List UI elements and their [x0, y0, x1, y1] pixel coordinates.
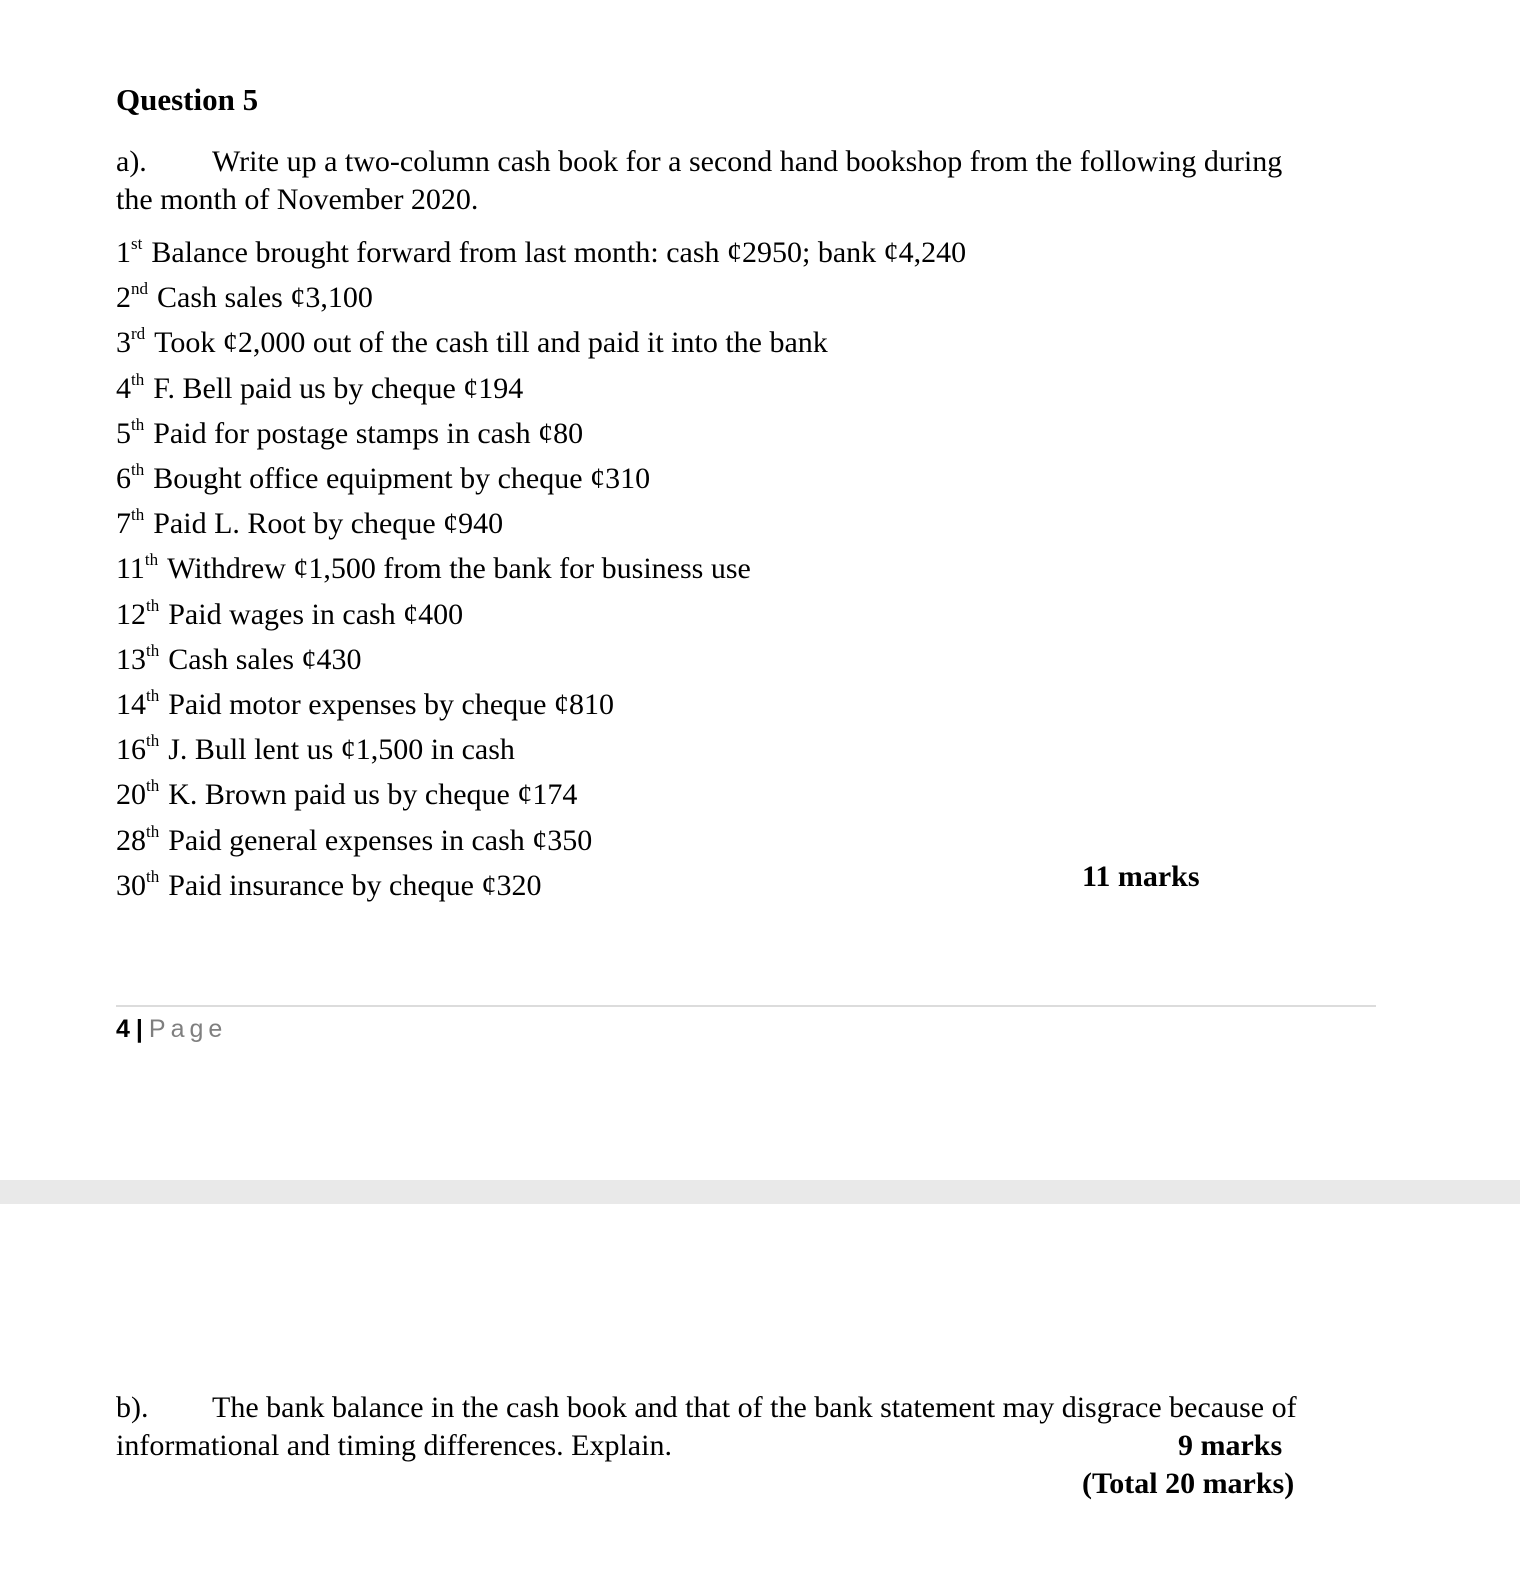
transaction-day: 28	[116, 823, 146, 857]
transaction-day: 12	[116, 597, 146, 631]
transaction-day-suffix: th	[146, 640, 160, 660]
transaction-day-suffix: th	[146, 686, 160, 705]
transaction-day-suffix: nd	[131, 279, 148, 299]
transaction-day-suffix: th	[146, 776, 160, 796]
transaction-day-suffix: th	[144, 550, 159, 570]
transaction-day: 4	[116, 371, 131, 405]
transaction-item	[116, 409, 583, 452]
transaction-text: Bought office equipment by cheque ¢310	[153, 462, 651, 495]
transaction-day-suffix: th	[146, 595, 160, 615]
transaction-day: 6	[116, 462, 131, 495]
transaction-day-suffix: st	[131, 234, 143, 253]
transaction-text: Paid wages in cash ¢400	[168, 597, 464, 631]
transaction-day-suffix: th	[146, 866, 160, 886]
transaction-day: 1	[116, 236, 131, 269]
transaction-day: 7	[116, 507, 131, 541]
part-b-line-2: informational and timing differences. Explain.	[116, 1429, 672, 1462]
transaction-item	[116, 680, 614, 723]
transaction-day-suffix: th	[131, 460, 145, 479]
transaction-day-suffix: th	[131, 414, 145, 434]
transaction-item	[116, 273, 373, 316]
transaction-text: Paid motor expenses by cheque ¢810	[168, 688, 614, 721]
total-marks: (Total 20 marks)	[1082, 1467, 1295, 1500]
transaction-text: Took ¢2,000 out of the cash till and paid it into the bank	[154, 326, 828, 360]
transaction-item	[116, 318, 828, 361]
transaction-day-suffix: th	[131, 369, 145, 389]
part-a-intro-text: Write up a two-column cash book for a second hand bookshop from the following during	[212, 145, 1283, 178]
transaction-text: Paid insurance by cheque ¢320	[168, 868, 542, 902]
page-lower	[0, 1204, 1520, 1582]
transaction-day: 20	[116, 778, 146, 812]
transaction-text: J. Bull lent us ¢1,500 in cash	[168, 733, 515, 767]
transaction-day: 16	[116, 733, 146, 767]
part-b-marks: 9 marks	[1178, 1429, 1283, 1462]
transaction-day: 14	[116, 688, 146, 721]
transaction-text: Paid for postage stamps in cash ¢80	[153, 416, 584, 450]
part-b-label: b).	[116, 1391, 149, 1424]
transaction-item	[116, 544, 751, 587]
transaction-day-suffix: th	[146, 731, 160, 751]
transaction-day-suffix: th	[131, 505, 145, 525]
transaction-text: Paid L. Root by cheque ¢940	[153, 507, 504, 541]
transaction-text: Paid general expenses in cash ¢350	[168, 823, 593, 857]
transaction-day: 13	[116, 642, 146, 676]
transaction-item	[116, 499, 503, 542]
transaction-item	[116, 816, 592, 859]
page-break-gap	[0, 1180, 1520, 1204]
part-a-intro-line-2: the month of November 2020.	[116, 183, 479, 216]
part-a-intro-line-1	[116, 144, 1282, 180]
footer-separator: |	[135, 1015, 143, 1043]
transaction-day: 5	[116, 416, 131, 450]
page-number: 4	[116, 1015, 130, 1043]
transaction-item	[116, 725, 515, 768]
part-a-marks: 11 marks	[1082, 860, 1200, 893]
transaction-item	[116, 635, 362, 678]
transaction-day-suffix: rd	[131, 324, 146, 344]
part-a-label: a).	[116, 145, 147, 178]
transaction-item	[116, 228, 966, 271]
part-b-text: The bank balance in the cash book and that of the bank statement may disgrace because of	[212, 1391, 1297, 1424]
transaction-item	[116, 454, 650, 497]
transaction-text: Cash sales ¢430	[168, 642, 362, 676]
transaction-day: 3	[116, 326, 131, 360]
transaction-text: Withdrew ¢1,500 from the bank for business use	[167, 552, 751, 586]
transaction-item	[116, 590, 463, 633]
footer-divider	[116, 1005, 1376, 1007]
transaction-text: Balance brought forward from last month: cash ¢2950; bank ¢4,240	[151, 236, 967, 269]
transaction-day: 11	[116, 552, 145, 586]
page-footer	[116, 1015, 227, 1044]
transaction-day: 2	[116, 281, 131, 315]
transaction-item	[116, 861, 541, 904]
transaction-text: K. Brown paid us by cheque ¢174	[168, 778, 578, 812]
question-title: Question 5	[116, 82, 259, 117]
part-b-line-1	[116, 1390, 1297, 1426]
transaction-day-suffix: th	[146, 821, 160, 841]
transaction-text: Cash sales ¢3,100	[157, 281, 373, 315]
page-word: Page	[148, 1015, 228, 1043]
transaction-item	[116, 770, 577, 813]
transaction-text: F. Bell paid us by cheque ¢194	[153, 371, 524, 405]
transaction-day: 30	[116, 868, 146, 902]
transaction-item	[116, 364, 523, 407]
